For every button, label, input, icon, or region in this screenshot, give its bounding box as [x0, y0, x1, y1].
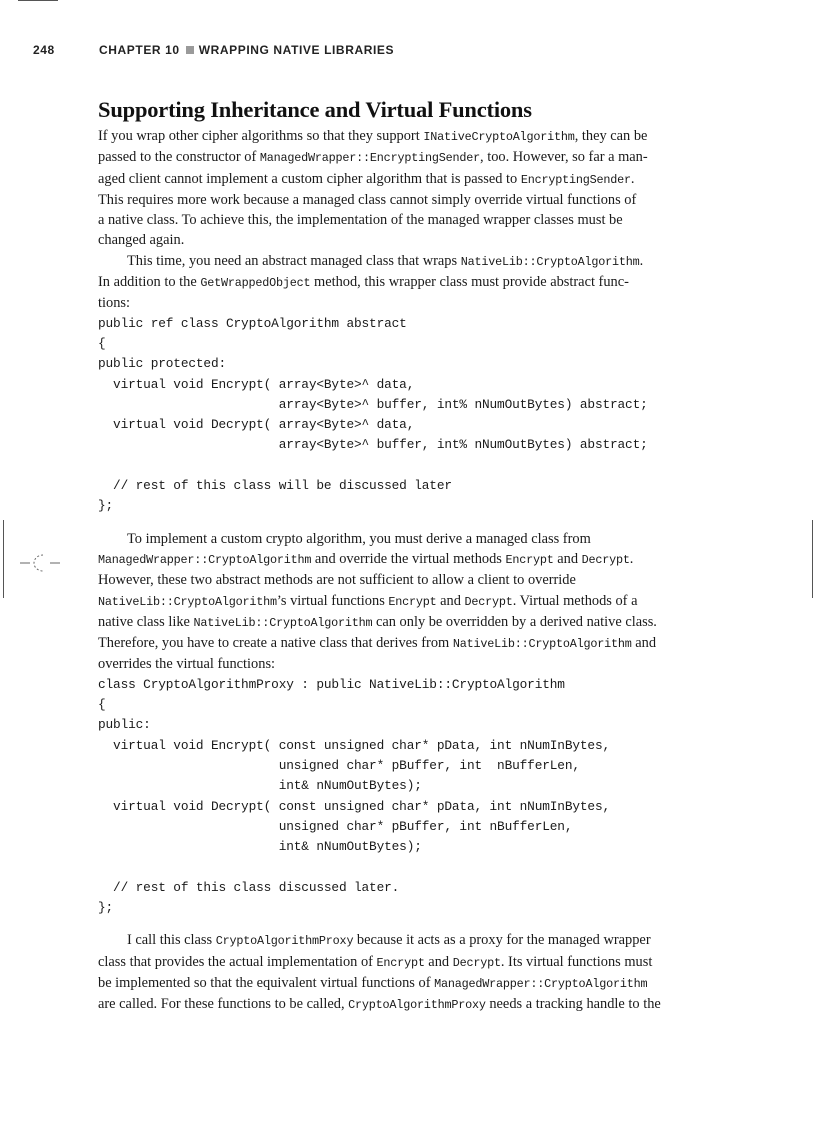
- text-line: [98, 147, 718, 168]
- text-line: [98, 633, 718, 654]
- inline-code: Decrypt: [464, 594, 513, 609]
- text-run: and: [553, 550, 582, 567]
- text-run: can only be overridden by a derived native class.: [372, 613, 657, 630]
- chapter-label: CHAPTER 10: [99, 43, 180, 57]
- text-run: . Virtual methods of a: [512, 592, 638, 609]
- text-line: [98, 230, 718, 250]
- inline-code: CryptoAlgorithmProxy: [215, 934, 354, 949]
- text-run: .: [639, 252, 644, 269]
- paragraph-proxy: [98, 930, 718, 1015]
- text-run: aged client cannot implement a custom cipher algorithm that is passed to: [98, 170, 521, 187]
- text-run: and: [424, 953, 453, 970]
- text-line: [98, 529, 718, 549]
- text-run: and override the virtual methods: [311, 550, 506, 567]
- text-run: This time, you need an abstract managed class that wraps: [127, 252, 461, 269]
- text-line: [98, 251, 718, 272]
- inline-code: Decrypt: [581, 552, 630, 567]
- inline-code: ManagedWrapper::CryptoAlgorithm: [434, 976, 648, 991]
- text-run: and: [436, 592, 465, 609]
- section-heading: Supporting Inheritance and Virtual Functions: [98, 97, 532, 122]
- text-run: because it acts as a proxy for the managed wrapper: [353, 932, 651, 949]
- paragraph-custom-algorithm: [98, 529, 718, 675]
- text-line: [98, 570, 718, 590]
- text-run: passed to the constructor of: [98, 149, 260, 166]
- text-run: Therefore, you have to create a native class that derives from: [98, 635, 453, 652]
- text-run: .: [630, 170, 635, 187]
- separator-square-icon: [186, 46, 194, 54]
- text-run: class that provides the actual implementation of: [98, 953, 377, 970]
- text-line: [98, 169, 718, 190]
- text-run: be implemented so that the equivalent virtual functions of: [98, 974, 435, 991]
- code-block-proxy-class: class CryptoAlgorithmProxy : public NativeLib::CryptoAlgorithm { public: virtual void Encrypt( const unsigned char* pData, int nNumInBytes, unsigned char* pBuffer, int nBufferLen, int& nNumOutBytes); virtual void Decrypt( const unsigned char* pData, int nNumInBytes, unsigned char* pBuffer, int nBufferLen, int& nNumOutBytes); // rest of this class discussed later. };: [98, 676, 610, 915]
- inline-code: Encrypt: [505, 552, 554, 567]
- text-run: .: [629, 550, 634, 567]
- text-run: This requires more work because a managed class cannot simply override virtual functions of: [98, 191, 637, 208]
- text-run: If you wrap other cipher algorithms so that they support: [98, 128, 424, 144]
- inline-code: GetWrappedObject: [200, 276, 311, 291]
- text-line: [98, 549, 718, 570]
- page-number: 248: [33, 43, 55, 57]
- text-line: [98, 190, 718, 210]
- inline-code: NativeLib::CryptoAlgorithm: [98, 594, 277, 609]
- text-run: , they can be: [574, 128, 648, 144]
- paragraph-intro: [98, 126, 718, 251]
- text-line: [98, 612, 718, 633]
- text-run: However, these two abstract methods are not sufficient to allow a client to override: [98, 572, 576, 589]
- text-run: needs a tracking handle to the: [485, 996, 661, 1013]
- text-run: and: [631, 635, 657, 652]
- inline-code: NativeLib::CryptoAlgorithm: [460, 254, 640, 269]
- text-line: [98, 293, 718, 313]
- inline-code: INativeCryptoAlgorithm: [423, 130, 575, 144]
- inline-code: CryptoAlgorithmProxy: [348, 998, 486, 1013]
- text-line: [98, 973, 718, 994]
- inline-code: Encrypt: [376, 955, 425, 970]
- text-run: are called. For these functions to be called,: [98, 996, 349, 1013]
- text-run: ’s virtual functions: [276, 592, 389, 609]
- running-header: [33, 43, 394, 59]
- text-line: [98, 994, 718, 1015]
- text-line: [98, 952, 718, 973]
- text-run: native class like: [98, 613, 194, 630]
- text-run: In addition to the: [98, 274, 201, 291]
- inline-code: Decrypt: [452, 955, 501, 970]
- text-line: [98, 930, 718, 951]
- inline-code: NativeLib::CryptoAlgorithm: [193, 615, 373, 630]
- inline-code: NativeLib::CryptoAlgorithm: [452, 637, 632, 652]
- paragraph-abstract-class: [98, 251, 718, 314]
- text-run: . Its virtual functions must: [500, 953, 653, 970]
- text-run: method, this wrapper class must provide abstract func-: [310, 274, 629, 291]
- text-line: [98, 654, 718, 674]
- text-line: [98, 272, 718, 293]
- crop-mark-right: [812, 520, 813, 598]
- page-content: [98, 96, 718, 1015]
- text-line: [98, 126, 718, 147]
- text-run: I call this class: [127, 932, 216, 949]
- chapter-title: WRAPPING NATIVE LIBRARIES: [198, 43, 395, 57]
- crop-mark-left: [3, 520, 4, 598]
- code-block-managed-class: public ref class CryptoAlgorithm abstract { public protected: virtual void Encrypt( array<Byte>^ data, array<Byte>^ buffer, int% nNumOutBytes) abstract; virtual void Decrypt( array<Byte>^ data, array<Byte>^ buffer, int% nNumOutBytes) abstract; // rest of this class will be discussed later };: [98, 315, 648, 514]
- text-line: [98, 210, 718, 230]
- text-run: changed again.: [98, 232, 185, 249]
- text-run: , too. However, so far a man-: [480, 149, 648, 166]
- inline-code: ManagedWrapper::EncryptingSender: [259, 151, 480, 166]
- crop-mark-top: [18, 0, 58, 1]
- text-line: [98, 591, 718, 612]
- registration-mark-icon: [20, 548, 60, 578]
- text-run: a native class. To achieve this, the implementation of the managed wrapper classes must be: [98, 212, 623, 229]
- inline-code: EncryptingSender: [520, 172, 631, 187]
- inline-code: Encrypt: [388, 594, 437, 609]
- text-run: tions:: [98, 295, 130, 312]
- text-run: overrides the virtual functions:: [98, 656, 276, 673]
- text-run: To implement a custom crypto algorithm, you must derive a managed class from: [127, 530, 591, 547]
- inline-code: ManagedWrapper::CryptoAlgorithm: [98, 552, 312, 567]
